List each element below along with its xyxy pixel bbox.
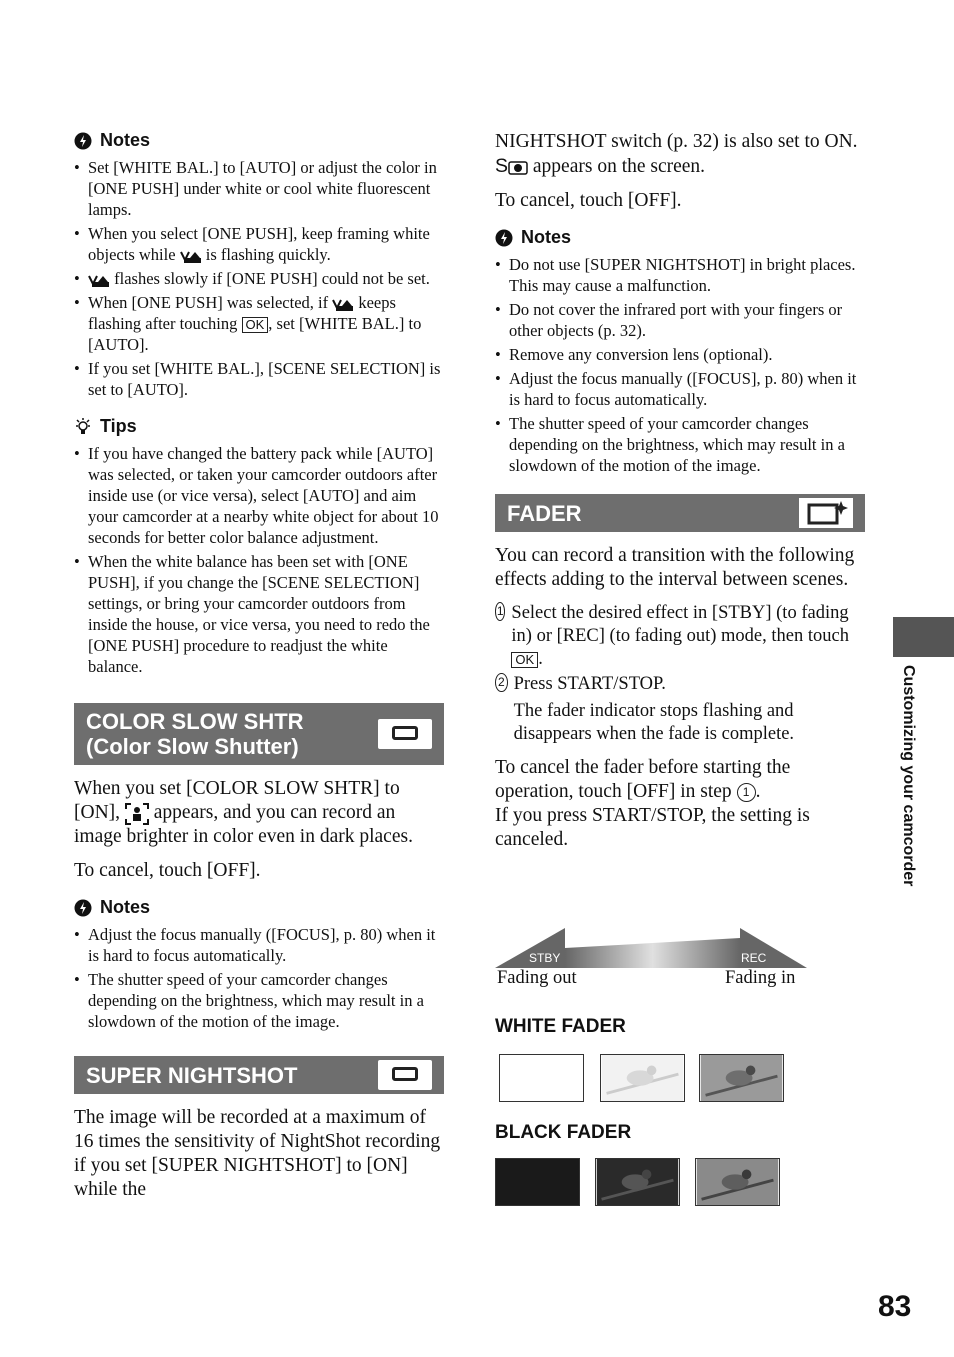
super-nightshot-body: The image will be recorded at a maximum of 16 times the sensitivity of NightShot recording if you set [SUPER NIGHTSHOT] to [ON] while the	[74, 1107, 441, 1200]
fader-icon	[799, 498, 853, 528]
eye-icon	[508, 160, 528, 176]
list-item: • When you select [ONE PUSH], keep framing white objects while is flashing quickly.	[74, 223, 444, 265]
fader-cancel: To cancel the fader before starting the operation, touch [OFF] in step 1 .	[495, 757, 791, 802]
lightbulb-icon	[74, 418, 92, 436]
section-title: SUPER NIGHTSHOT	[86, 1062, 298, 1088]
step-number: 1	[737, 783, 756, 802]
notes-list	[74, 924, 444, 1032]
fading-in-label: Fading in	[725, 968, 796, 988]
list-item: • If you have changed the battery pack while [AUTO] was selected, or taken your camcorder outdoors after inside use (or vice versa), select [AUTO] and aim your camcorder at a nearby white object for about 10 seconds for better color balance adjustment.	[74, 443, 444, 548]
list-item: • The shutter speed of your camcorder changes depending on the brightness, which may result in a slowdown of the motion of the image.	[74, 969, 444, 1032]
page-number: 83	[878, 1290, 912, 1323]
white-fader-frame-1	[499, 1054, 584, 1102]
list-item: • Set [WHITE BAL.] to [AUTO] or adjust the color in [ONE PUSH] under white or cool white fluorescent lamps.	[74, 157, 444, 220]
notes-icon	[74, 899, 92, 917]
section-title: COLOR SLOW SHTR	[86, 709, 304, 734]
left-column	[74, 130, 444, 1212]
notes-icon	[495, 229, 513, 247]
stby-label: STBY	[529, 951, 561, 965]
black-fader-heading: BLACK FADER	[495, 1122, 632, 1143]
one-push-wb-icon	[88, 272, 110, 288]
black-fader-frame-1	[495, 1158, 580, 1206]
fader-banner	[495, 494, 865, 532]
step-number: 1	[495, 602, 505, 621]
step-number: 2	[495, 673, 508, 692]
camera-mode-icon	[378, 1060, 432, 1090]
list-item: • Adjust the focus manually ([FOCUS], p. 80) when it is hard to focus automatically.	[495, 368, 865, 410]
nightshot-continued: NIGHTSHOT switch (p. 32) is also set to ON.	[495, 131, 858, 152]
side-label: Customizing your camcorder	[900, 665, 917, 887]
white-fader-frame-2	[600, 1054, 685, 1102]
notes-list	[495, 254, 865, 476]
nightshot-screen-text: S appears on the screen.	[495, 155, 706, 177]
one-push-wb-icon	[332, 296, 354, 312]
list-item: • Do not cover the infrared port with your fingers or other objects (p. 32).	[495, 299, 865, 341]
color-slow-cancel: To cancel, touch [OFF].	[74, 860, 261, 881]
notes-heading: Notes	[74, 130, 444, 151]
notes-icon	[74, 132, 92, 150]
super-nightshot-banner	[74, 1056, 444, 1094]
ok-button-icon: OK	[511, 652, 538, 668]
nightshot-cancel: To cancel, touch [OFF].	[495, 190, 682, 211]
super-nightshot-icon: S	[495, 155, 509, 177]
white-fader-frame-3	[699, 1054, 784, 1102]
camera-mode-icon	[378, 719, 432, 749]
list-item: • Do not use [SUPER NIGHTSHOT] in bright places. This may cause a malfunction.	[495, 254, 865, 296]
black-fader-frame-2	[595, 1158, 680, 1206]
fading-out-label: Fading out	[497, 968, 577, 988]
step-1: 1 Select the desired effect in [STBY] (to fading in) or [REC] (to fading out) mode, then touch OK .	[496, 603, 849, 669]
right-column	[495, 130, 865, 862]
fader-cancel-2: If you press START/STOP, the setting is canceled.	[495, 805, 810, 850]
color-slow-shutter-icon	[125, 803, 149, 825]
black-fader-frame-3	[695, 1158, 780, 1206]
notes-heading: Notes	[495, 227, 865, 248]
white-fader-heading: WHITE FADER	[495, 1016, 626, 1037]
notes-list	[74, 157, 444, 400]
list-item: • When the white balance has been set with [ONE PUSH], if you change the [SCENE SELECTION] settings, or bring your camcorder outdoors from inside the house, or vice versa, you need to redo the [ONE PUSH] procedure to readjust the white balance.	[74, 551, 444, 677]
list-item: • flashes slowly if [ONE PUSH] could not be set.	[74, 268, 444, 289]
tips-heading: Tips	[74, 416, 444, 437]
list-item: • When [ONE PUSH] was selected, if keeps flashing after touching OK , set [WHITE BAL.] to [AUTO].	[74, 292, 444, 355]
fader-diagram	[495, 928, 810, 970]
list-item: • The shutter speed of your camcorder changes depending on the brightness, which may result in a slowdown of the motion of the image.	[495, 413, 865, 476]
list-item: • Adjust the focus manually ([FOCUS], p. 80) when it is hard to focus automatically.	[74, 924, 444, 966]
list-item: • Remove any conversion lens (optional).	[495, 344, 865, 365]
list-item: • If you set [WHITE BAL.], [SCENE SELECTION] is set to [AUTO].	[74, 358, 444, 400]
color-slow-shtr-banner	[74, 703, 444, 765]
section-subtitle: (Color Slow Shutter)	[86, 734, 299, 759]
step-2: 2 Press START/STOP. The fader indicator stops flashing and disappears when the fade is complete.	[495, 673, 865, 746]
color-slow-body: When you set [COLOR SLOW SHTR] to [ON], appears, and you can record an image brighter in color even in dark places.	[74, 778, 413, 847]
one-push-wb-icon	[180, 248, 202, 264]
ok-button-icon: OK	[242, 317, 269, 333]
chapter-tab	[893, 617, 954, 657]
fader-intro: You can record a transition with the following effects adding to the interval between scenes.	[495, 545, 855, 590]
section-title: FADER	[507, 500, 582, 526]
tips-list	[74, 443, 444, 677]
notes-heading: Notes	[74, 897, 444, 918]
rec-label: REC	[741, 951, 767, 965]
